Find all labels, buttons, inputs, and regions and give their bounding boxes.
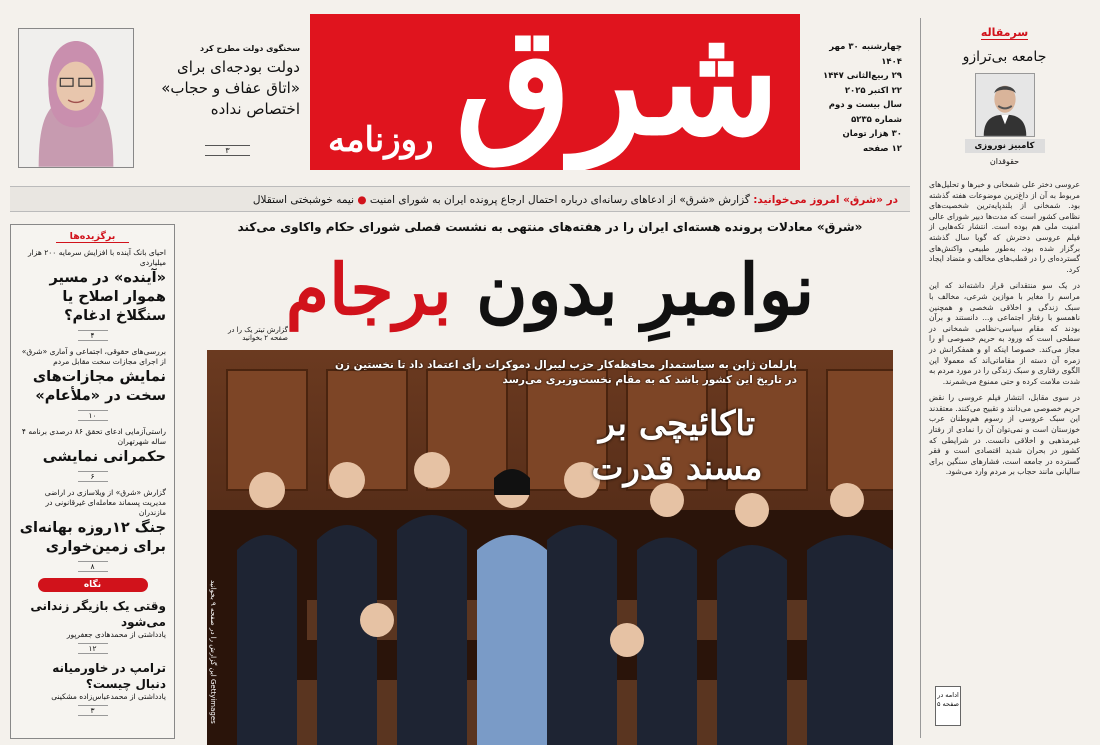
opinion-author: یادداشتی از محمدعباس‌زاده مشکینی [51,692,166,701]
woman-portrait-image [19,29,133,167]
editorial-paragraph: در سوی مقابل، انتشار فیلم عروسی را نقض حریم خصوصی می‌دانند و تقبیح می‌کنند. معتقدند این سبک عروسی از رسوم هم‌وطنان عرب خوزستان است و نمی‌توان آن را نمادی از رفتار غیرمذهبی و اخلاقی دانست. در شرایطی که کشور در بحران شدید اقتصادی است و فقر گسترده در جامعه است، فشارهای سنگین برای سالیانی مانند حجاب بر مردم وارد می‌شود. [929,393,1080,477]
story-item[interactable] [19,427,166,482]
story-page-number: ۱۰ [78,410,108,421]
main-headline-black: نوامبرِ بدون [476,248,815,331]
story-headline[interactable]: حکمرانی نمایشی [42,449,166,465]
story-item[interactable] [19,347,166,421]
opinion-headline[interactable]: ترامپ در خاورمیانه دنبال چیست؟ [52,661,166,691]
masthead [310,14,800,170]
author-role: حقوقدان [989,157,1020,166]
main-photo[interactable] [207,350,893,745]
issue-date-lunar: ۲۹ ربیع‌الثانی ۱۴۴۷ [823,71,902,81]
issue-number: شماره ۵۲۳۵ [851,114,902,125]
story-kicker: احیای بانک آینده با افزایش سرمایه ۲۰۰ هزار میلیاردی [28,248,166,267]
editorial-paragraph: عروسی دختر علی شمخانی و خبرها و تحلیل‌های مربوط به آن از داغ‌ترین موضوعات هفته گذشته بود. شمخانی از بلندپایه‌ترین شخصیت‌های نظامی کشور است که مدت‌ها دبیر شورای عالی امنیت ملی هم بوده است. انتشار تکه‌هایی از فیلم عروسی دخترش که گویا سال گذشته برگزار شده بود، به‌طور طبیعی واکنش‌های گسترده‌ای را در قطب‌های مخالف و متضاد ایجاد کرد. [929,180,1080,274]
story-page-number: ۸ [78,561,108,572]
author-photo [975,73,1035,137]
story-headline[interactable]: نمایش مجازات‌های سخت در «ملأعام» [32,369,166,404]
continue-on-page-link[interactable]: ادامه در صفحه ۵ [935,686,961,726]
editorial-paragraph: در یک سو منتقدانی قرار داشته‌اند که این مراسم را مغایر با موازین شرعی، مخالف با سبک زندگی و اخلاقی شخصی و همچنین ناهمسو با رفتار اجتماعی و... دانستند و برآن بودند که مقام سیاسی-نظامی شمخانی در سطحی است که ورود به حریم خصوصی او را مجاز می‌کند. خصوصا اینکه او و همفکرانش در زمره آن دسته از مقاماتی‌اند که معمولا این الگوی رفتاری و سبک زندگی را در مورد مردم به شدت ملامت کرده و حتی ممنوع می‌شمرند. [929,281,1080,386]
report-page-note: گزارش تیتر یک را در صفحه ۲ بخوانید [227,326,288,342]
promo-block[interactable] [140,44,300,120]
story-item[interactable] [19,488,166,572]
opinion-headline[interactable]: وقتی یک بازیگر زندانی می‌شود [30,599,166,629]
opinion-item[interactable] [19,660,166,716]
selected-stories-column [10,224,175,739]
issue-price: ۳۰ هزار تومان [842,129,902,139]
author-portrait-image [976,74,1034,136]
issue-date-solar: چهارشنبه ۳۰ مهر ۱۴۰۴ [829,42,902,67]
newspaper-logo-subtitle: روزنامه [328,120,434,160]
issue-info [806,40,902,156]
main-headline-red: برجام [285,248,452,331]
selected-stories-label: برگزیده‌ها [19,231,166,242]
story-page-number: ۴ [78,330,108,341]
editorial-column [920,18,1090,738]
main-headline[interactable] [280,236,820,344]
story-item[interactable] [19,248,166,341]
promo-headline[interactable]: دولت بودجه‌ای برای «اتاق عفاف و حجاب» اختصاص نداده [161,58,300,118]
promo-photo [18,28,134,168]
opinion-item[interactable] [19,598,166,654]
opinion-page-number: ۳ [78,705,108,716]
highlight-item[interactable]: گزارش «شرق» از ادعاهای رسانه‌ای درباره احتمال ارجاع پرونده ایران به شورای امنیت [369,194,750,206]
issue-year: سال بیست و دوم [828,100,902,110]
editorial-body [929,180,1080,478]
issue-date-gregorian: ۲۲ اکتبر ۲۰۲۵ [844,85,902,96]
editorial-title[interactable]: جامعه بی‌ترازو [962,49,1047,65]
author-name: کامبیز نوروزی [965,139,1045,153]
issue-pages: ۱۲ صفحه [863,143,902,154]
promo-page-number: ۳ [205,145,250,156]
story-page-number: ۶ [78,471,108,482]
todays-highlights-bar [10,186,910,212]
photo-headline[interactable]: تاکائیچی بر مسند قدرت [591,404,763,488]
newspaper-logo: شرق [455,14,780,169]
opinion-page-number: ۱۲ [78,643,108,654]
main-story-kicker: «شرق» معادلات پرونده هسته‌ای ایران را در هفته‌های منتهی به نشست فصلی شورای حکام واکاوی می‌کند [237,220,863,234]
story-headline[interactable]: «آینده» در مسیر هموار اصلاح یا سنگلاخ ادغام؟ [49,270,166,324]
story-headline[interactable]: جنگ ۱۲روزه بهانه‌ای برای زمین‌خواری [19,520,166,555]
highlights-lead: در «شرق» امروز می‌خوانید: [753,194,898,206]
story-kicker: بررسی‌های حقوقی، اجتماعی و آماری «شرق» از اجرای مجازات سخت مقابل مردم [21,347,166,366]
photo-lead-text: پارلمان ژاپن به سیاستمدار محافظه‌کار حزب لیبرال دموکرات رأی اعتماد داد تا نخستین زن در تاریخ این کشور باشد که به مقام نخست‌وزیری می‌رسد [334,359,797,386]
highlight-item[interactable]: نیمه خوشبختی استقلال [252,194,355,206]
bullet-icon: ● [354,194,367,206]
story-kicker: راستی‌آزمایی ادعای تحقق ۸۶ درصدی برنامه ۴ ساله شهرتهران [21,427,166,446]
photo-credit: Gettyimages این گزارش را در صفحه ۹ بخوانید [209,580,217,724]
opinion-label: نگاه [38,578,148,592]
story-kicker: گزارش «شرق» از ویلاسازی در اراضی مدیریت پسماند معامله‌ای غیرقانونی در مازندران [44,488,166,517]
opinion-author: یادداشتی از محمدهادی جعفرپور [66,630,166,639]
promo-kicker: سخنگوی دولت مطرح کرد [199,44,300,53]
editorial-label: سرمقاله [980,26,1029,39]
